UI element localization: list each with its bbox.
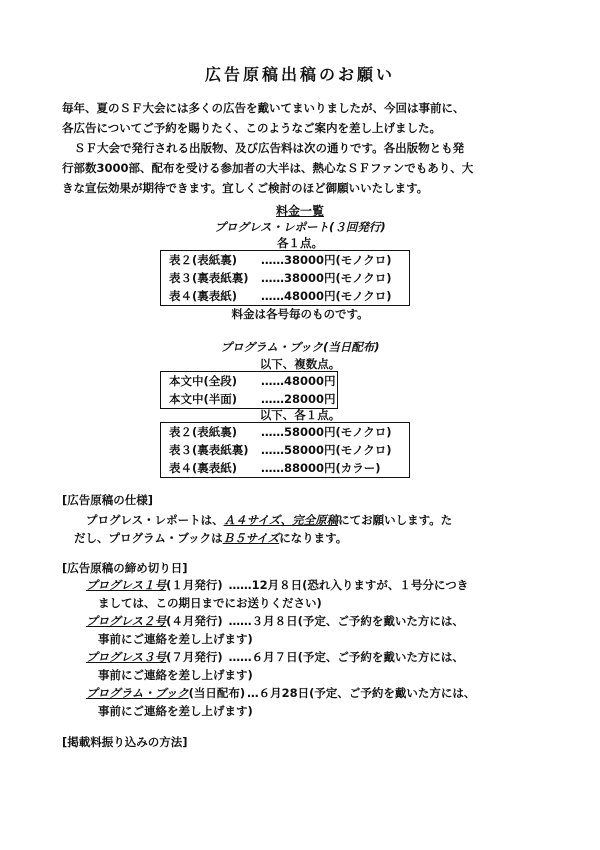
fee-value: ……48000円(モノクロ) xyxy=(261,289,392,303)
fees-heading: 料金一覧 xyxy=(275,204,324,218)
fee-row xyxy=(161,287,409,305)
fee-value: ……88000円(カラー) xyxy=(261,461,381,475)
progress-title: プログレス・レポート(３回発行) xyxy=(214,220,386,234)
deadline-issue: (４月発行) xyxy=(166,614,223,628)
intro-line: 行部数3000部、配布を受ける参加者の大半は、熱心なＳＦファンでもあり、大 xyxy=(62,161,474,175)
fee-value: ……48000円 xyxy=(261,374,336,388)
fee-row xyxy=(161,251,409,269)
deadline-issue: (１月発行) xyxy=(166,578,223,592)
deadline-issue: (７月発行) xyxy=(166,650,223,664)
program-fee-table-1 xyxy=(160,371,338,409)
spec-text: プログレス・レポートは、 xyxy=(86,513,224,527)
fee-label: 表２(表紙裏) xyxy=(169,425,238,439)
fee-row xyxy=(161,423,409,441)
fee-label: 本文中(全段) xyxy=(169,374,238,388)
fee-value: ……28000円 xyxy=(261,392,336,406)
deadline-item xyxy=(86,576,468,594)
deadline-text-2: ましては、この期日までにお送りください) xyxy=(98,596,322,610)
intro-paragraph-2 xyxy=(62,138,552,198)
deadline-text: …６月28日(予定、ご予約を戴いた方には、 xyxy=(247,686,476,700)
intro-paragraph-1 xyxy=(62,98,552,138)
deadline-text-2: 事前にご連絡を差し上げます) xyxy=(98,704,253,718)
spec-text: になります。 xyxy=(279,531,348,545)
program-title: プログラム・ブック(当日配布) xyxy=(220,340,380,354)
spec-line-2 xyxy=(74,528,347,548)
deadline-text-2: 事前にご連絡を差し上げます) xyxy=(98,668,253,682)
deadline-item xyxy=(86,684,475,702)
deadline-text: ……６月７日(予定、ご予約を戴いた方には、 xyxy=(228,650,464,664)
deadline-issue: (当日配布) xyxy=(188,686,246,700)
progress-fee-table xyxy=(160,250,410,306)
intro-line: ＳＦ大会で発行される出版物、及び広告料は次の通りです。各出版物とも発 xyxy=(74,141,465,155)
progress-sub: 各１点。 xyxy=(277,236,323,250)
fee-label: 表２(表紙裏) xyxy=(169,253,238,267)
deadline-name: プログレス２号 xyxy=(86,614,167,628)
program-sub-1: 以下、複数点。 xyxy=(259,357,341,371)
deadline-item xyxy=(86,612,464,630)
fee-row xyxy=(161,441,409,459)
spec-emphasis: Ａ４サイズ、完全原稿 xyxy=(223,513,339,527)
deadline-heading: [広告原稿の締め切り日] xyxy=(62,561,188,575)
program-sub-2: 以下、各１点。 xyxy=(259,408,341,422)
fee-label: 表３(裏表紙裏) xyxy=(169,443,249,457)
deadline-item xyxy=(86,648,464,666)
fee-label: 表３(裏表紙裏) xyxy=(169,271,249,285)
deadline-name: プログラム・ブック xyxy=(86,686,189,700)
fee-label: 表４(裏表紙) xyxy=(169,461,238,475)
fee-value: ……38000円(モノクロ) xyxy=(261,253,392,267)
spec-line-1 xyxy=(86,510,452,530)
program-fee-table-2 xyxy=(160,422,410,478)
deadline-text-2: 事前にご連絡を差し上げます) xyxy=(98,632,253,646)
deadline-text: ……12月８日(恐れ入りますが、１号分につき xyxy=(228,578,469,592)
fee-value: ……38000円(モノクロ) xyxy=(261,271,392,285)
fee-value: ……58000円(モノクロ) xyxy=(261,425,392,439)
intro-line: 毎年、夏のＳＦ大会には多くの広告を戴いてまいりましたが、今回は事前に、 xyxy=(62,101,465,115)
progress-note: 料金は各号毎のものです。 xyxy=(231,307,369,321)
fee-row xyxy=(161,459,409,477)
deadline-text: ……３月８日(予定、ご予約を戴いた方には、 xyxy=(228,614,464,628)
fee-label: 表４(裏表紙) xyxy=(169,289,238,303)
intro-line: きな宣伝効果が期待できます。宜しくご検討のほど御願いいたします。 xyxy=(62,181,429,195)
deadline-name: プログレス３号 xyxy=(86,650,167,664)
fee-row xyxy=(161,269,409,287)
payment-heading: [掲載料振り込みの方法] xyxy=(62,735,188,749)
page-title: 広告原稿出稿のお願い xyxy=(204,65,395,84)
fee-label: 本文中(半面) xyxy=(169,392,238,406)
fee-row xyxy=(161,372,337,390)
intro-line: 各広告についてご予約を賜りたく、このようなご案内を差し上げました。 xyxy=(62,121,442,135)
spec-text: にてお願いします。た xyxy=(338,513,453,527)
spec-emphasis: Ｂ５サイズ xyxy=(222,531,280,545)
fee-value: ……58000円(モノクロ) xyxy=(261,443,392,457)
spec-text: だし、プログラム・ブックは xyxy=(74,531,223,545)
spec-heading: [広告原稿の仕様] xyxy=(62,493,154,507)
deadline-name: プログレス１号 xyxy=(86,578,167,592)
